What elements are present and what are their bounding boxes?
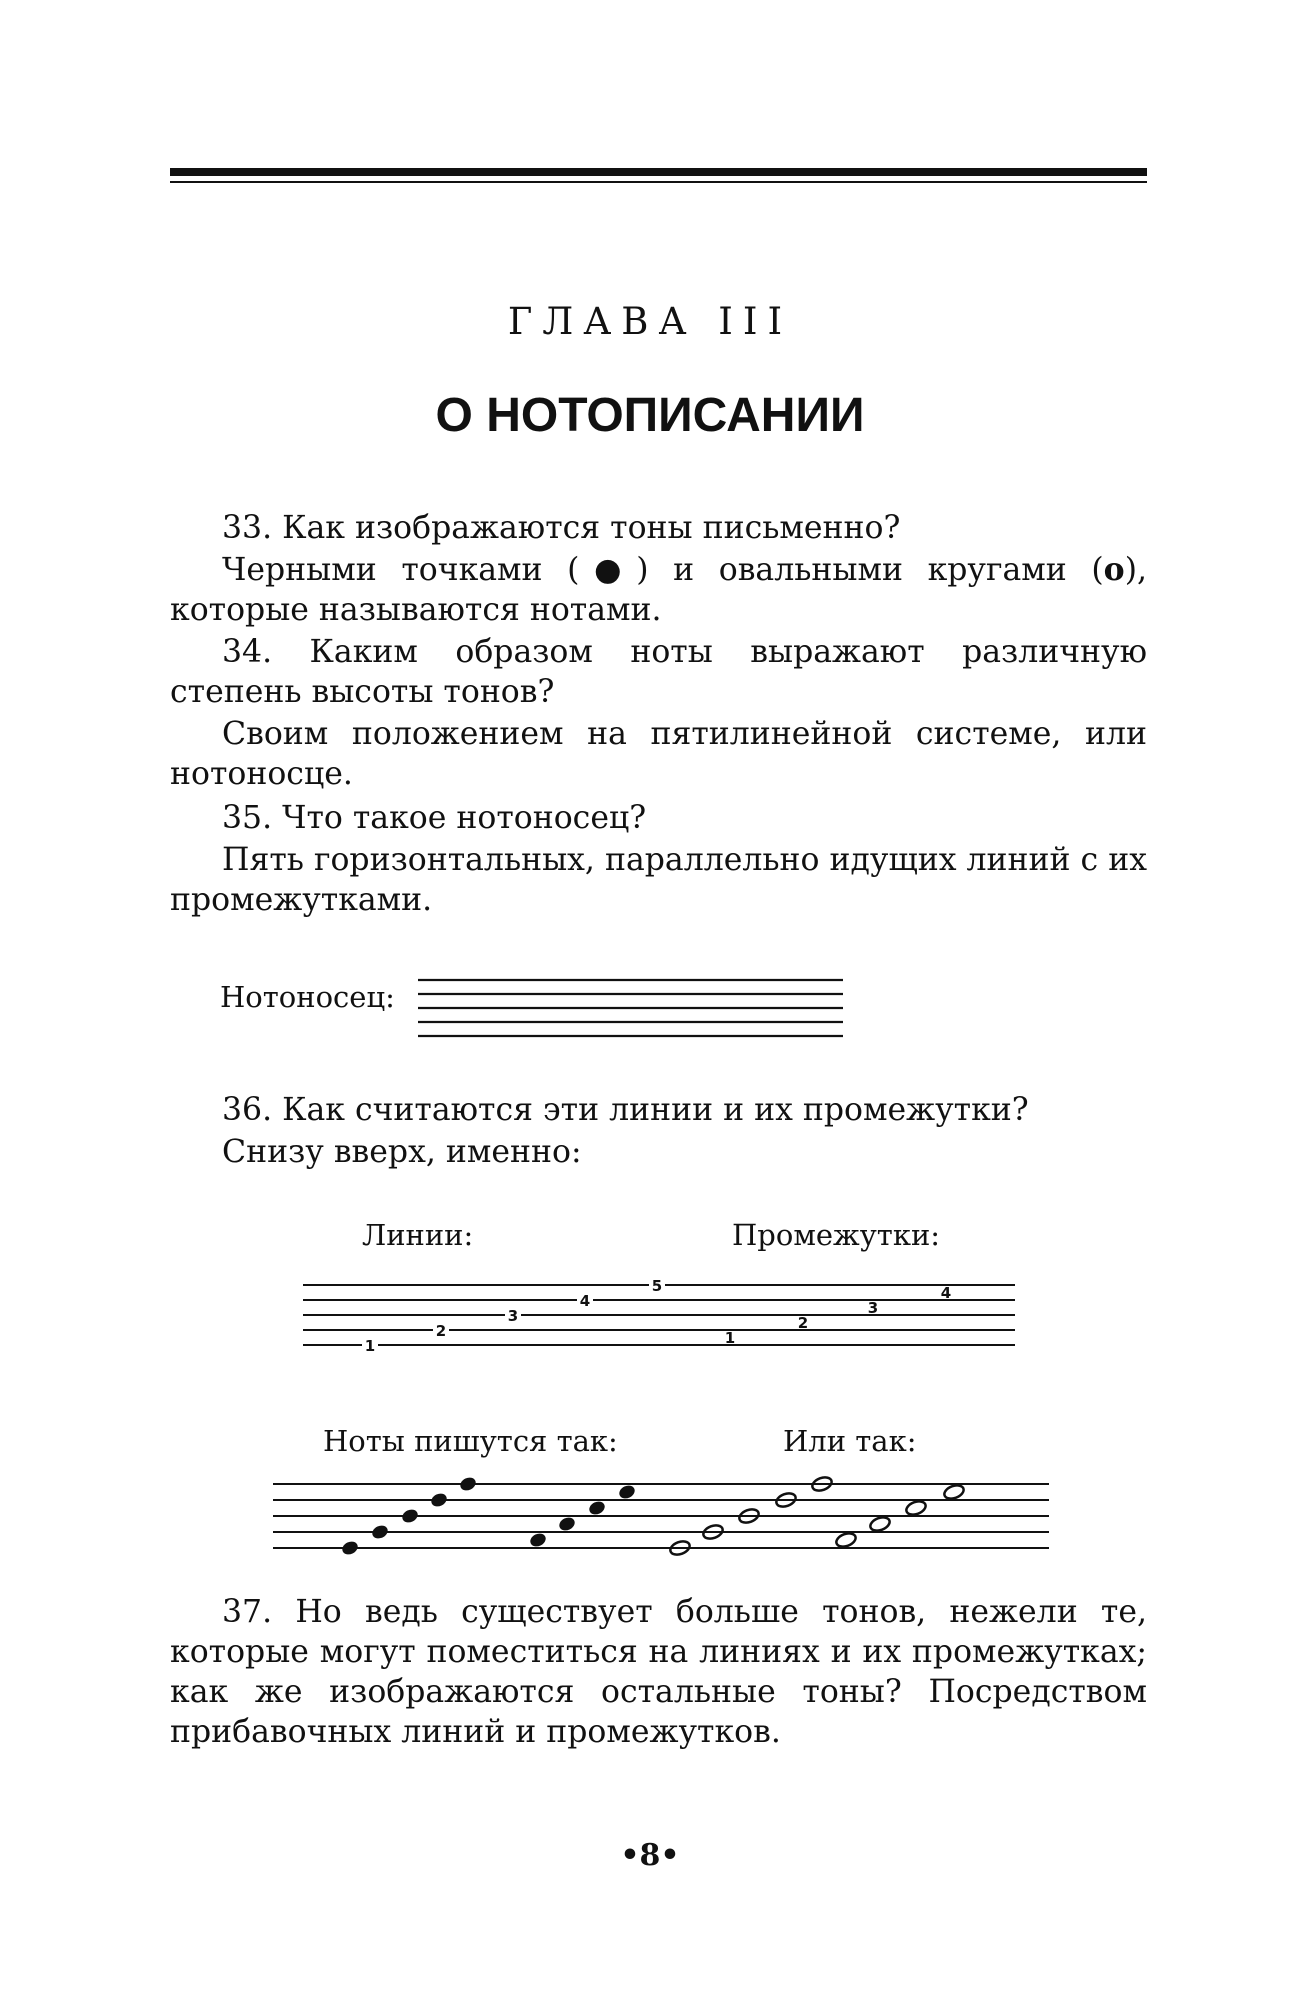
page-number: •8• [620,1838,680,1873]
chapter-title: О НОТОПИСАНИИ [435,389,865,442]
line-number-4: 4 [579,1292,591,1310]
space-number-4: 4 [940,1284,952,1302]
line-number-5: 5 [651,1277,663,1295]
note-black-6 [528,1531,548,1549]
line-number-1: 1 [364,1337,376,1355]
line-number-3: 3 [507,1307,519,1325]
note-black-8 [587,1499,607,1517]
note-open-7 [869,1515,892,1533]
empty-staff [418,980,843,1036]
q33-answer-post: ), которые называются нотами. [170,552,1147,628]
space-number-3: 3 [867,1299,879,1317]
note-black-7 [557,1515,577,1533]
space-number-2: 2 [797,1314,809,1332]
oval-mark: o [1103,551,1125,588]
q33-answer-mid: ) и овальными кругами ( [636,552,1104,588]
note-black-2 [370,1523,390,1541]
q33-answer-pre: Черными точками ( [222,552,580,588]
notes-staff [273,1484,1049,1548]
lines-label: Линии: [362,1218,474,1252]
spaces-label: Промежутки: [732,1218,941,1252]
q36-question: 36. Как считаются эти линии и их промежутки? [222,1092,1029,1128]
q37-text: 37. Но ведь существует больше тонов, нежели те, которые могут поместиться на линиях и их промежутках; как же изображаются остальные тоны? Посредством прибавочных линий и промежутков. [170,1594,1147,1750]
note-open-6 [835,1531,858,1549]
chapter-heading: ГЛАВА III [507,300,793,343]
note-open-9 [943,1483,966,1501]
notes-label: Ноты пишутся так: [323,1424,618,1458]
note-black-3 [400,1507,420,1525]
line-number-2: 2 [435,1322,447,1340]
q33-question: 33. Как изображаются тоны письменно? [222,510,901,546]
q34-question: 34. Каким образом ноты выражают различную степень высоты тонов? [170,634,1147,710]
note-black-4 [429,1491,449,1509]
staff-label: Нотоносец: [220,980,395,1014]
q35-question: 35. Что такое нотоносец? [222,800,647,836]
space-number-1: 1 [724,1329,736,1347]
note-black-1 [340,1539,360,1557]
q34-answer: Своим положением на пятилинейной системе, или нотоносце. [170,716,1147,792]
note-black-5 [458,1475,478,1493]
q36-answer: Снизу вверх, именно: [222,1134,582,1170]
q35-answer: Пять горизонтальных, параллельно идущих линий с их промежутками. [170,842,1147,918]
black-dot-mark: ● [579,551,637,588]
or-label: Или так: [783,1424,917,1458]
note-black-9 [617,1483,637,1501]
note-open-8 [905,1499,928,1517]
